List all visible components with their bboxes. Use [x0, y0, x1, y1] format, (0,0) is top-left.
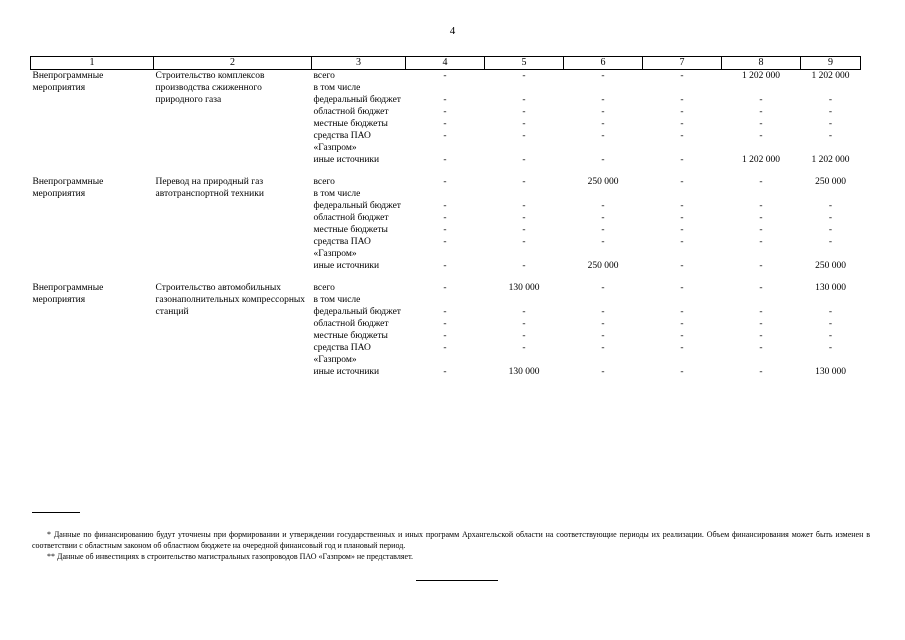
- amount-cell: -: [443, 261, 447, 271]
- amount-cell: -: [680, 155, 684, 165]
- amount-cell: -: [828, 131, 833, 141]
- amount-cell: -: [680, 367, 684, 377]
- amount-cell: 250 000: [587, 177, 619, 187]
- amount-cell: -: [759, 237, 763, 247]
- amount-cell: -: [680, 261, 684, 271]
- amount-cell: 250 000: [587, 261, 619, 271]
- amount-cell: -: [828, 319, 833, 329]
- funding-source: федеральный бюджет: [313, 307, 401, 317]
- funding-source: всего: [313, 177, 335, 187]
- amount-cell: 1 202 000: [811, 155, 850, 165]
- column-header: 3: [312, 57, 406, 70]
- table-body: [31, 70, 861, 379]
- column-header: 6: [564, 57, 643, 70]
- amount-cell: -: [601, 131, 605, 141]
- amount-cell: -: [443, 107, 447, 117]
- amount-cell: -: [522, 131, 526, 141]
- amount-cell: -: [601, 367, 605, 377]
- page-number: 4: [449, 25, 456, 37]
- amount-cell: -: [759, 95, 763, 105]
- funding-source: иные источники: [313, 367, 380, 377]
- amount-cell: -: [601, 201, 605, 211]
- amount-cell: -: [443, 307, 447, 317]
- column-number-row: [31, 57, 861, 70]
- amount-cell: -: [443, 131, 447, 141]
- amount-cell: -: [680, 201, 684, 211]
- amount-cell: -: [759, 119, 763, 129]
- amount-cell: -: [759, 307, 763, 317]
- amount-cell: [406, 82, 485, 94]
- amount-cell: [643, 188, 722, 200]
- amount-cell: -: [680, 213, 684, 223]
- amount-cell: -: [522, 237, 526, 247]
- amount-cell: -: [443, 367, 447, 377]
- measure-category: Внепрограммные мероприятия: [32, 283, 104, 305]
- amount-cell: [643, 82, 722, 94]
- amount-cell: -: [443, 155, 447, 165]
- amount-cell: 1 202 000: [742, 71, 780, 81]
- amount-cell: -: [522, 119, 526, 129]
- amount-cell: 130 000: [815, 367, 846, 377]
- amount-cell: -: [759, 225, 763, 235]
- funding-source: областной бюджет: [313, 213, 389, 223]
- amount-cell: -: [601, 155, 605, 165]
- amount-cell: -: [680, 95, 684, 105]
- column-header: 2: [154, 57, 312, 70]
- amount-cell: -: [443, 331, 447, 341]
- amount-cell: -: [680, 131, 684, 141]
- amount-cell: -: [443, 319, 447, 329]
- amount-cell: -: [522, 331, 526, 341]
- funding-source: всего: [313, 283, 335, 293]
- amount-cell: -: [522, 343, 526, 353]
- amount-cell: -: [443, 201, 447, 211]
- funding-source: в том числе: [313, 83, 361, 93]
- table-row: [31, 282, 861, 294]
- funding-source: федеральный бюджет: [313, 201, 401, 211]
- amount-cell: -: [522, 107, 526, 117]
- amount-cell: 130 000: [508, 367, 540, 377]
- amount-cell: -: [759, 201, 763, 211]
- amount-cell: 250 000: [815, 177, 846, 187]
- amount-cell: [722, 294, 801, 306]
- amount-cell: -: [680, 225, 684, 235]
- amount-cell: -: [828, 225, 833, 235]
- amount-cell: -: [828, 307, 833, 317]
- amount-cell: -: [601, 319, 605, 329]
- footnotes: [32, 529, 870, 562]
- measure-category: Внепрограммные мероприятия: [32, 177, 104, 199]
- amount-cell: -: [522, 177, 526, 187]
- amount-cell: -: [680, 107, 684, 117]
- funding-source: федеральный бюджет: [313, 95, 401, 105]
- amount-cell: -: [601, 283, 605, 293]
- amount-cell: -: [522, 261, 526, 271]
- funding-source: областной бюджет: [313, 107, 389, 117]
- amount-cell: -: [601, 119, 605, 129]
- amount-cell: -: [759, 343, 763, 353]
- financing-table: [30, 56, 861, 378]
- amount-cell: -: [828, 119, 833, 129]
- amount-cell: -: [680, 71, 684, 81]
- amount-cell: -: [759, 131, 763, 141]
- amount-cell: -: [601, 331, 605, 341]
- amount-cell: [485, 188, 564, 200]
- amount-cell: -: [601, 225, 605, 235]
- amount-cell: -: [759, 331, 763, 341]
- measure-name: Строительство автомобильных газонаполнительных компрессорных станций: [155, 283, 306, 317]
- amount-cell: -: [601, 237, 605, 247]
- measure-category: Внепрограммные мероприятия: [32, 71, 104, 93]
- amount-cell: [406, 188, 485, 200]
- column-header: 7: [643, 57, 722, 70]
- amount-cell: -: [759, 107, 763, 117]
- amount-cell: 250 000: [815, 261, 846, 271]
- amount-cell: -: [759, 261, 763, 271]
- amount-cell: -: [443, 237, 447, 247]
- amount-cell: -: [680, 319, 684, 329]
- amount-cell: -: [522, 155, 526, 165]
- amount-cell: 1 202 000: [742, 155, 780, 165]
- amount-cell: [564, 188, 643, 200]
- amount-cell: -: [601, 95, 605, 105]
- funding-source: в том числе: [313, 189, 361, 199]
- amount-cell: 130 000: [508, 283, 540, 293]
- amount-cell: [485, 82, 564, 94]
- amount-cell: [406, 294, 485, 306]
- amount-cell: -: [759, 319, 763, 329]
- amount-cell: -: [759, 177, 763, 187]
- amount-cell: -: [443, 71, 447, 81]
- column-header: 1: [31, 57, 154, 70]
- amount-cell: -: [443, 119, 447, 129]
- amount-cell: -: [828, 95, 833, 105]
- amount-cell: -: [601, 343, 605, 353]
- amount-cell: -: [443, 177, 447, 187]
- amount-cell: [564, 294, 643, 306]
- amount-cell: -: [601, 213, 605, 223]
- funding-source: всего: [313, 71, 335, 81]
- amount-cell: -: [443, 283, 447, 293]
- amount-cell: -: [680, 307, 684, 317]
- amount-cell: -: [759, 213, 763, 223]
- amount-cell: [564, 82, 643, 94]
- amount-cell: [801, 82, 861, 94]
- funding-source: иные источники: [313, 261, 380, 271]
- amount-cell: 1 202 000: [811, 71, 850, 81]
- funding-source: областной бюджет: [313, 319, 389, 329]
- amount-cell: -: [522, 71, 526, 81]
- amount-cell: -: [680, 331, 684, 341]
- amount-cell: [801, 188, 861, 200]
- amount-cell: -: [522, 225, 526, 235]
- amount-cell: -: [601, 71, 605, 81]
- amount-cell: -: [443, 95, 447, 105]
- spacer-cell: [31, 166, 861, 176]
- measure-name: Перевод на природный газ автотранспортной техники: [155, 177, 264, 199]
- amount-cell: -: [828, 107, 833, 117]
- amount-cell: -: [680, 343, 684, 353]
- end-divider: [416, 580, 498, 581]
- column-header: 8: [722, 57, 801, 70]
- block-spacer: [31, 166, 861, 176]
- amount-cell: -: [522, 307, 526, 317]
- amount-cell: -: [828, 343, 833, 353]
- measure-name: Строительство комплексов производства сжиженного природного газа: [155, 71, 265, 105]
- amount-cell: -: [828, 237, 833, 247]
- amount-cell: -: [522, 213, 526, 223]
- footnote-1: * Данные по финансированию будут уточнены при формировании и утверждении государственных и иных программ Архангельской области на соответствующие периоды их реализации. Объем финансирования может быть изменен в соответствии с областным законом об областном бюджете на очередной финансовый год и плановый период.: [32, 530, 870, 550]
- amount-cell: [485, 294, 564, 306]
- amount-cell: -: [522, 95, 526, 105]
- column-header: 9: [801, 57, 861, 70]
- table-row: [31, 176, 861, 188]
- footnote-2: ** Данные об инвестициях в строительство магистральных газопроводов ПАО «Газпром» не представляет.: [47, 552, 413, 561]
- funding-source: средства ПАО «Газпром»: [313, 237, 371, 259]
- amount-cell: -: [828, 331, 833, 341]
- block-spacer: [31, 272, 861, 282]
- amount-cell: [722, 82, 801, 94]
- amount-cell: -: [828, 201, 833, 211]
- amount-cell: [722, 188, 801, 200]
- spacer-cell: [31, 272, 861, 282]
- amount-cell: -: [443, 225, 447, 235]
- funding-source: в том числе: [313, 295, 361, 305]
- amount-cell: [643, 294, 722, 306]
- amount-cell: -: [680, 283, 684, 293]
- footnote-divider: [32, 512, 80, 513]
- amount-cell: -: [522, 319, 526, 329]
- funding-source: средства ПАО «Газпром»: [313, 131, 371, 153]
- funding-source: иные источники: [313, 155, 380, 165]
- amount-cell: -: [680, 237, 684, 247]
- amount-cell: -: [680, 177, 684, 187]
- funding-source: средства ПАО «Газпром»: [313, 343, 371, 365]
- funding-source: местные бюджеты: [313, 119, 388, 129]
- funding-source: местные бюджеты: [313, 331, 388, 341]
- amount-cell: -: [680, 119, 684, 129]
- amount-cell: -: [828, 213, 833, 223]
- amount-cell: -: [601, 107, 605, 117]
- amount-cell: -: [759, 367, 763, 377]
- amount-cell: -: [759, 283, 763, 293]
- amount-cell: -: [443, 343, 447, 353]
- amount-cell: [801, 294, 861, 306]
- amount-cell: -: [601, 307, 605, 317]
- funding-source: местные бюджеты: [313, 225, 388, 235]
- amount-cell: 130 000: [815, 283, 846, 293]
- column-header: 5: [485, 57, 564, 70]
- column-header: 4: [406, 57, 485, 70]
- amount-cell: -: [522, 201, 526, 211]
- amount-cell: -: [443, 213, 447, 223]
- table-row: [31, 70, 861, 83]
